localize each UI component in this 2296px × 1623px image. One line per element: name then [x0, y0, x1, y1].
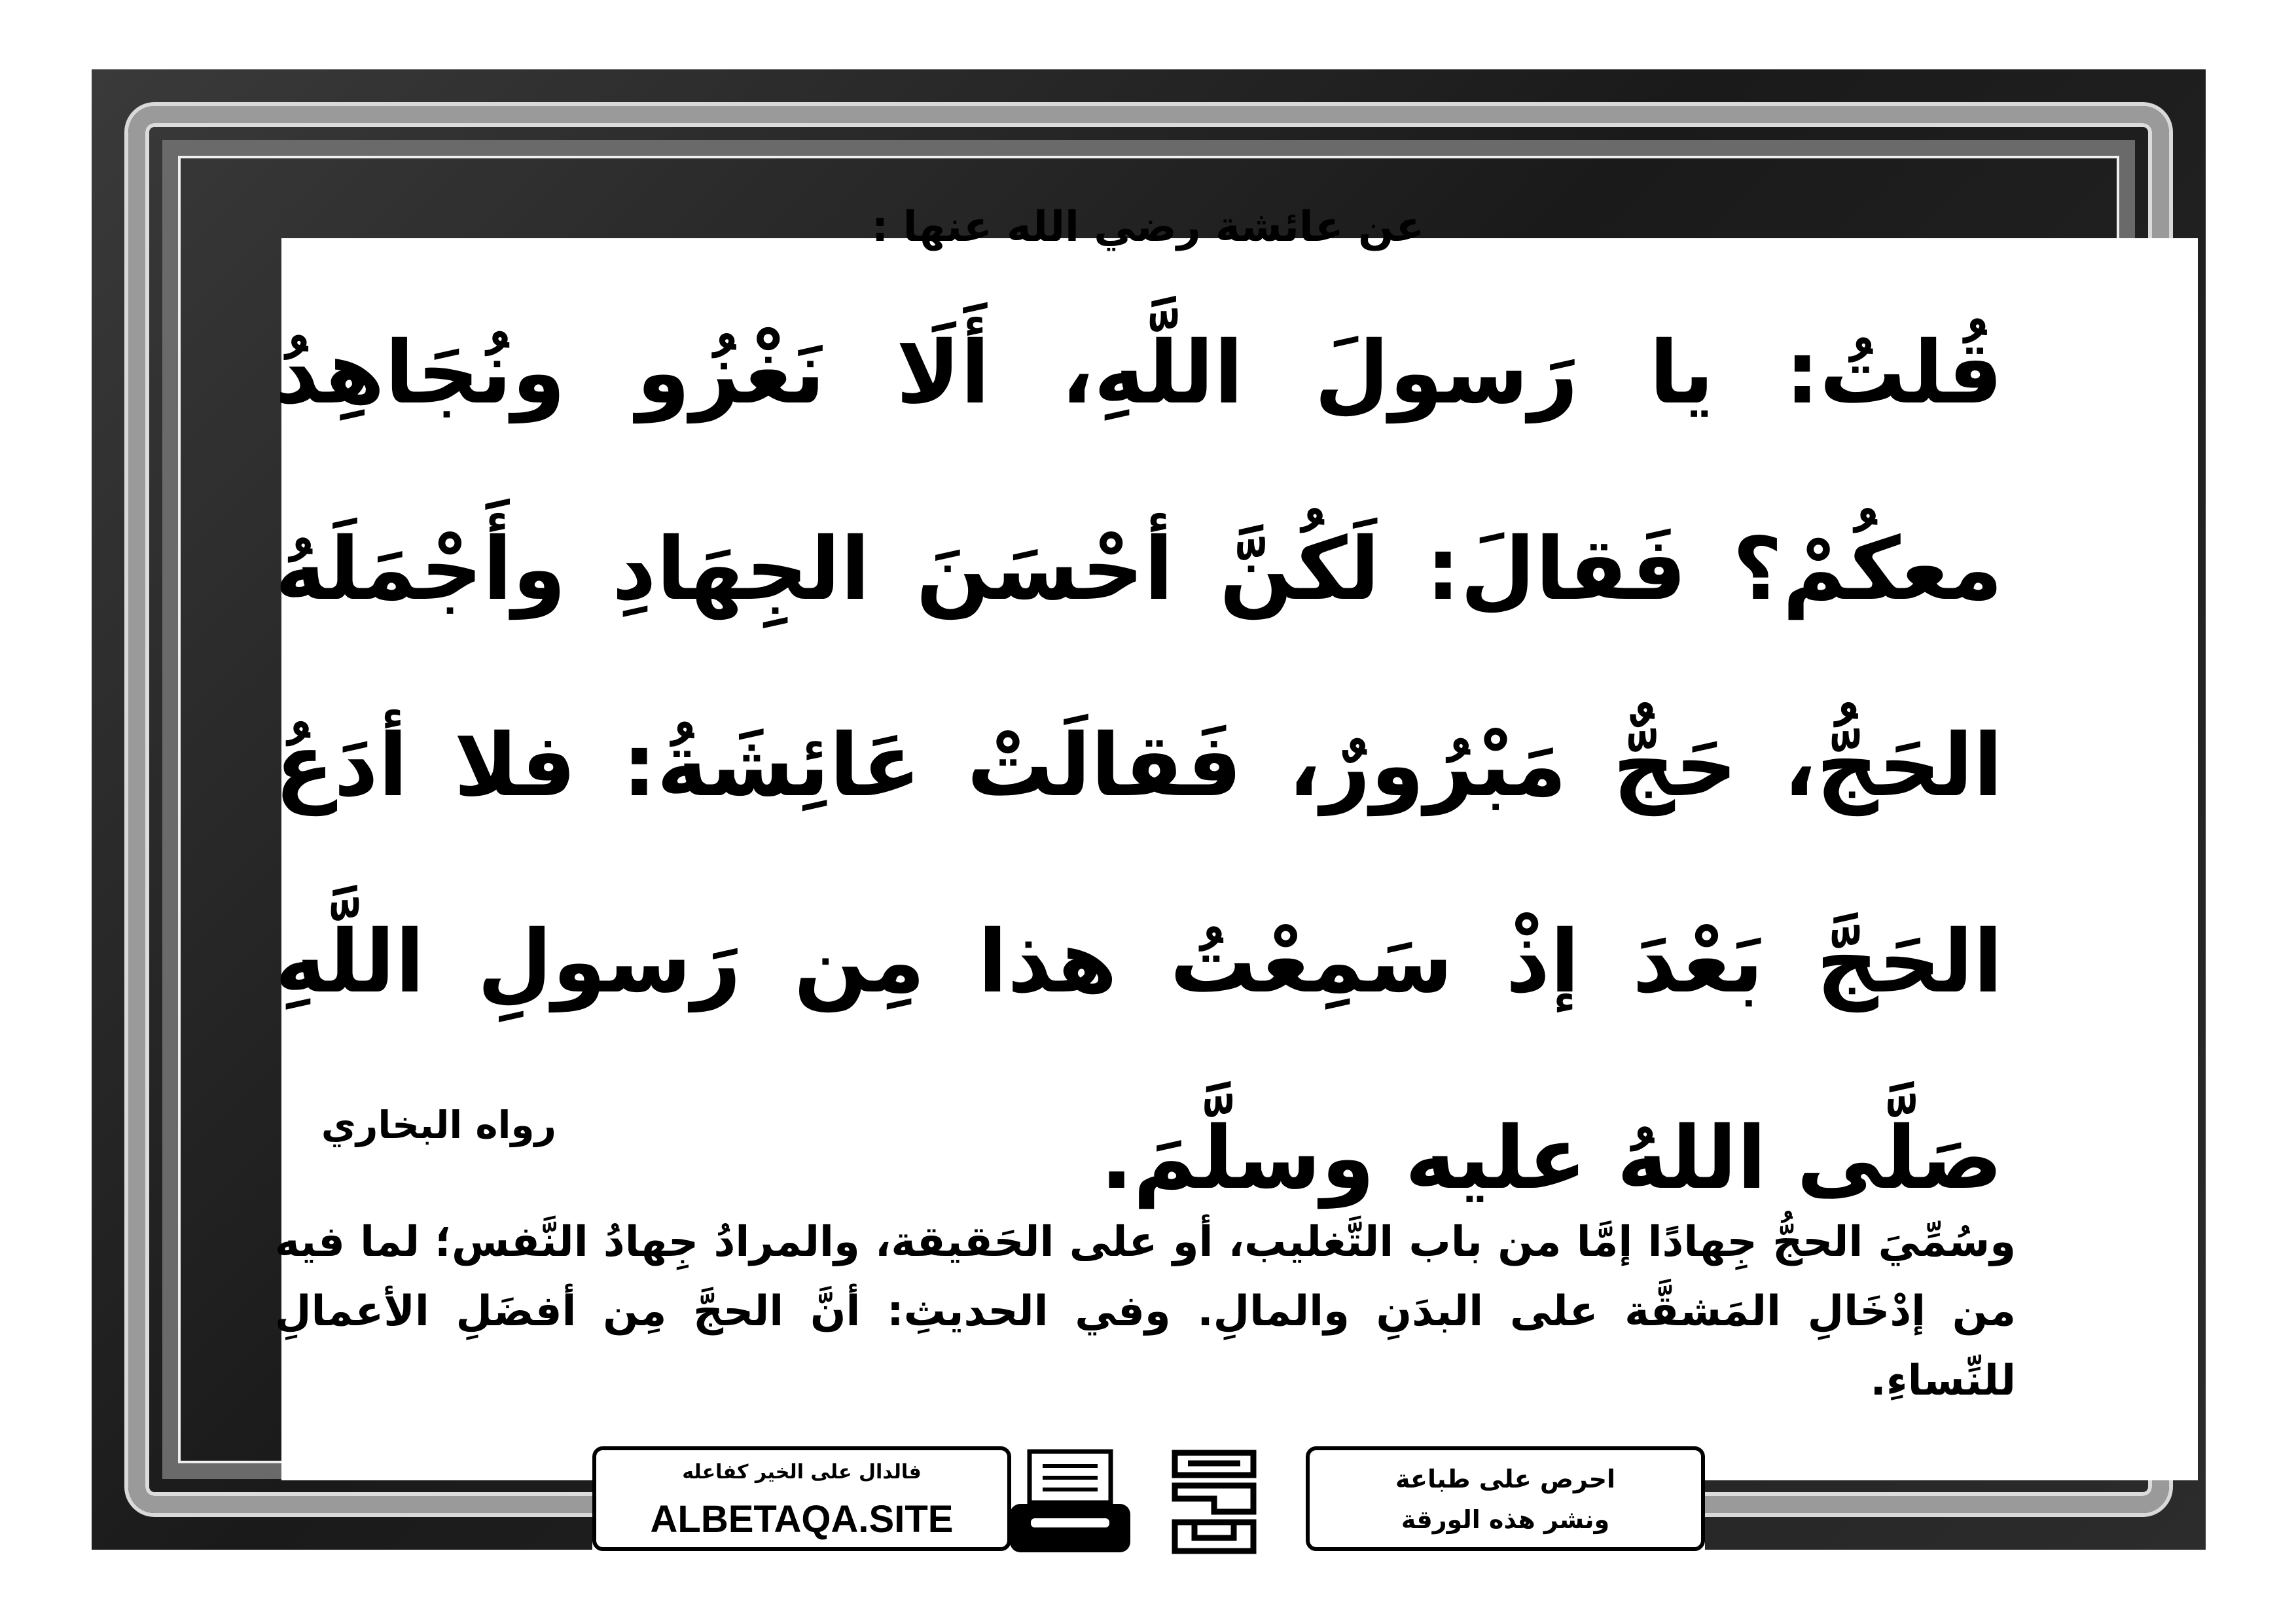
footer-print-line2: ونشر هذه الورقة	[1401, 1505, 1610, 1534]
narrator-attribution: رواه البخاري	[321, 1103, 556, 1147]
footer-website: ALBETAQA.SITE	[650, 1498, 954, 1541]
footer-website-box	[592, 1446, 1011, 1551]
hadith-heading: عن عائشة رضي الله عنها :	[871, 203, 1425, 251]
commentary-text: وسُمِّيَ الحجُّ جِهادًا إمَّا من باب التَّغليب، أو على الحَقيقة، والمرادُ جِهادُ النَّفس؛ لما فيه من إدْخَالِ المَشقَّة على البدَنِ والمالِ. وفي الحديثِ: أنَّ الحجَّ مِن أفضَلِ الأعمالِ للنِّساءِ.	[275, 1218, 2016, 1405]
footer-print-box	[1306, 1446, 1705, 1551]
footer-print-line1: احرص على طباعة	[1395, 1465, 1616, 1493]
footer-bar	[592, 1446, 1705, 1558]
hadith-text: قُلتُ: يا رَسولَ اللَّهِ، أَلَا نَغْزُو ونُجَاهِدُ معكُمْ؟ فَقالَ: لَكُنَّ أحْسَنَ الجِهَادِ وأَجْمَلَهُ الحَجُّ، حَجٌّ مَبْرُورٌ، فَقالَتْ عَائِشَةُ: فلا أدَعُ الحَجَّ بَعْدَ إذْ سَمِعْتُ هذا مِن رَسولِ اللَّهِ صَلَّى اللهُ عليه وسلَّمَ.	[275, 323, 2003, 1209]
dawa-logo-icon	[1168, 1446, 1260, 1558]
printer-icon	[1005, 1448, 1136, 1559]
footer-slogan: فالدال على الخير كفاعله	[682, 1461, 922, 1484]
